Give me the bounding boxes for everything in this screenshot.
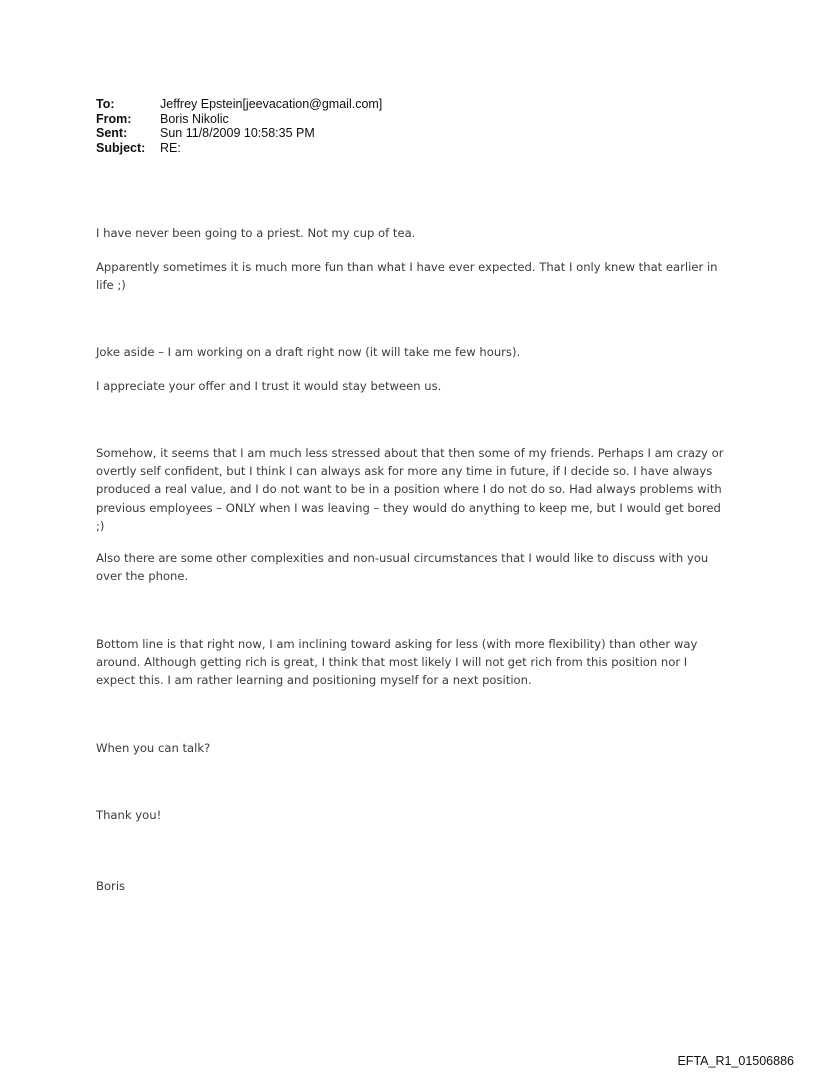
body-paragraph-thanks: Thank you! [96,808,162,822]
body-paragraph-priest: I have never been going to a priest. Not my cup of tea. [96,226,416,240]
to-row [96,97,382,112]
email-header [96,97,382,155]
body-paragraph-offer: I appreciate your offer and I trust it would stay between us. [96,379,442,393]
from-value: Boris Nikolic [160,111,229,126]
to-label: To: [96,97,115,111]
sent-value: Sun 11/8/2009 10:58:35 PM [160,126,315,140]
to-value: Jeffrey Epstein[jeevacation@gmail.com] [160,97,383,111]
body-paragraph-stress: Somehow, it seems that I am much less stressed about that then some of my friends. Perhaps I am crazy or overtly self confident, but I think I can always ask for more any time in future, if I decide so. I have always produced a real value, and I do not want to be in a position where I do not do so. Had always problems with previous employees – ONLY when I was leaving – they would do anything to keep me, but I would get bored ;) [96,446,724,533]
body-paragraph-draft: Joke aside – I am working on a draft right now (it will take me few hours). [96,345,521,359]
body-paragraph-bottom-line: Bottom line is that right now, I am inclining toward asking for less (with more flexibility) than other way around. Although getting rich is great, I think that most likely I will not get rich from this position nor I expect this. I am rather learning and positioning myself for a next position. [96,637,698,688]
body-paragraph-question: When you can talk? [96,741,211,755]
signature: Boris [96,879,126,893]
from-row [96,112,382,127]
sent-row [96,126,382,141]
body-paragraph-complexities: Also there are some other complexities and non-usual circumstances that I would like to discuss with you over the phone. [96,551,709,584]
subject-row [96,141,382,156]
body-paragraph-fun: Apparently sometimes it is much more fun than what I have ever expected. That I only knew that earlier in life ;) [96,260,718,293]
document-id: EFTA_R1_01506886 [677,1054,794,1068]
subject-label: Subject: [96,140,146,155]
sent-label: Sent: [96,126,128,140]
from-label: From: [96,111,132,126]
subject-value: RE: [160,140,181,155]
